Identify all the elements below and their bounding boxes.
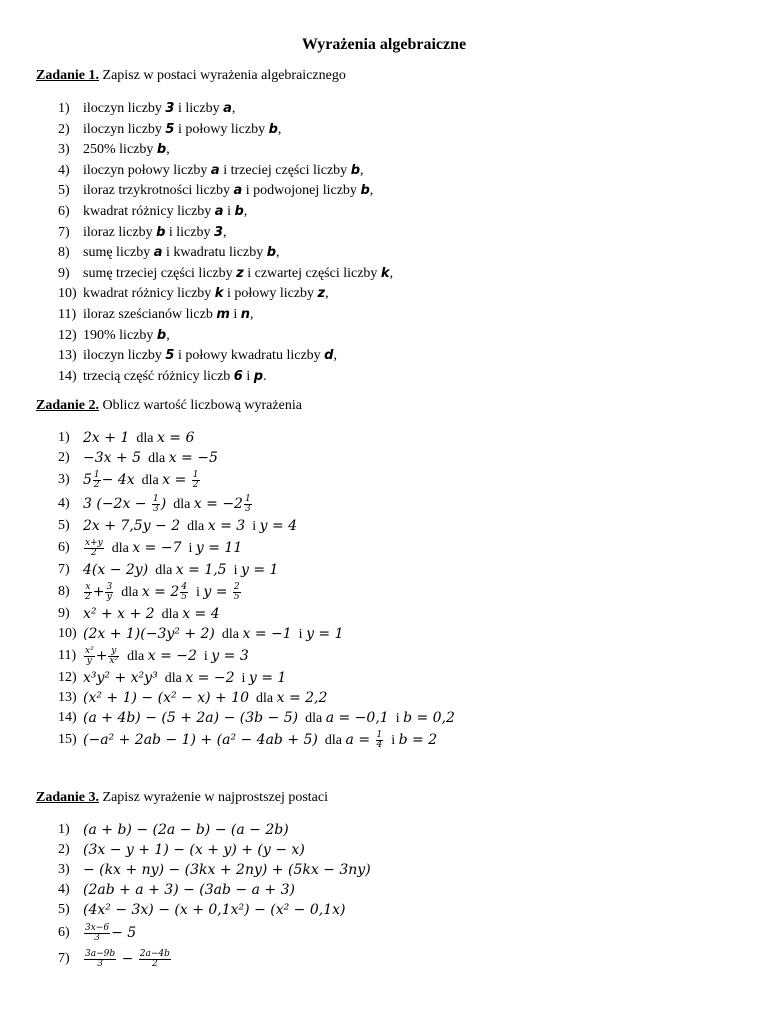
fraction: [180, 583, 188, 602]
math-expression: ): [160, 496, 167, 512]
list-item: [60, 264, 393, 285]
math-expression: (2ab + a + 3) − (3ab − a + 3): [83, 882, 295, 898]
list-item: [60, 202, 393, 223]
item-number: 11): [58, 306, 77, 322]
item-text: dla: [104, 541, 133, 556]
fraction-numerator: 1: [376, 730, 383, 741]
list-item: [60, 181, 393, 202]
item-number: 4): [58, 496, 70, 511]
fraction-numerator: 1: [152, 494, 159, 505]
fraction: [139, 950, 171, 969]
math-expression: 2x + 7,5y − 2: [83, 518, 181, 534]
math-expression: x = −2: [193, 496, 243, 512]
fraction-numerator: x²: [85, 646, 94, 657]
item-text: i: [388, 711, 404, 726]
item-text: i: [229, 306, 241, 322]
fraction: [84, 583, 92, 602]
list-item: [60, 120, 393, 141]
variable: b: [234, 203, 244, 219]
item-text: dla: [120, 649, 148, 664]
item-number: 6): [58, 925, 70, 940]
math-expression: x = 4: [182, 606, 220, 622]
math-expression: x² + x + 2: [83, 606, 155, 622]
item-number: 10): [58, 626, 77, 641]
item-text: dla: [249, 691, 277, 706]
item-text: i połowy liczby: [223, 286, 318, 302]
variable: a: [214, 203, 224, 219]
list-item: [60, 243, 393, 264]
item-number: 1): [58, 101, 70, 116]
item-text: dla: [180, 519, 208, 534]
fraction-numerator: 2: [233, 582, 240, 593]
fraction-denominator: y: [106, 592, 112, 603]
math-expression: (a + b) − (2a − b) − (a − 2b): [83, 822, 289, 838]
item-text: i kwadratu liczby: [162, 245, 267, 261]
item-number: 11): [58, 648, 77, 663]
fraction-numerator: 3x−6: [85, 923, 110, 934]
math-expression: x = −2: [147, 648, 197, 664]
math-expression: − 5: [111, 925, 137, 941]
list-item: [60, 668, 455, 688]
item-text: ,: [333, 348, 337, 364]
variable: a: [153, 245, 163, 261]
variable: 3: [165, 101, 175, 116]
variable: 5: [165, 348, 175, 364]
math-expression: (a + 4b) − (5 + 2a) − (3b − 5): [83, 710, 299, 726]
variable: n: [240, 306, 251, 322]
variable: b: [156, 327, 167, 343]
list-item: [60, 644, 455, 668]
item-text: i: [223, 203, 235, 219]
item-text: i trzeciej części liczby: [219, 162, 351, 178]
item-text: ,: [223, 224, 227, 240]
list-item: [60, 860, 371, 880]
item-text: i: [196, 649, 212, 664]
variable: a: [210, 162, 220, 178]
fraction-numerator: 1: [93, 470, 100, 481]
item-text: dla: [148, 563, 176, 578]
list-item: [60, 560, 455, 580]
fraction-denominator: 2: [192, 480, 199, 491]
list-item: [60, 728, 455, 752]
math-expression: (3x − y + 1) − (x + y) + (y − x): [83, 842, 305, 858]
item-text: i: [384, 733, 399, 748]
item-text: iloraz trzykrotności liczby: [83, 183, 234, 199]
math-expression: y = 1: [306, 626, 344, 642]
item-text: ,: [325, 286, 329, 302]
fraction: [152, 495, 160, 514]
item-text: i liczby: [165, 224, 214, 240]
list-item: [60, 428, 455, 448]
item-text: ,: [360, 162, 364, 178]
item-number: 9): [58, 606, 70, 621]
item-number: 7): [58, 951, 70, 966]
item-text: sumę liczby: [83, 245, 154, 261]
math-expression: (x² + 1) − (x² − x) + 10: [83, 690, 250, 706]
item-text: dla: [214, 627, 243, 642]
item-number: 6): [58, 540, 70, 555]
item-text: dla: [157, 671, 186, 686]
list-item: [60, 161, 393, 182]
list-item: [60, 492, 455, 516]
variable: b: [266, 245, 277, 261]
item-text: dla: [134, 473, 163, 488]
item-text: dla: [298, 711, 326, 726]
list-item: [60, 284, 393, 305]
fraction: [244, 495, 252, 514]
item-text: i: [234, 671, 249, 686]
list-item: [60, 346, 393, 367]
fraction: [108, 647, 119, 666]
fraction-denominator: 2: [151, 959, 158, 970]
math-expression: a =: [345, 732, 375, 748]
page-title: Wyrażenia algebraiczne: [301, 36, 467, 53]
item-text: .: [263, 368, 267, 384]
fraction-numerator: 3: [106, 582, 113, 593]
item-number: 5): [58, 518, 70, 533]
item-text: iloczyn połowy liczby: [83, 162, 211, 178]
variable: p: [253, 368, 264, 384]
item-number: 10): [58, 286, 77, 302]
list-item: [60, 920, 371, 946]
item-text: ,: [250, 306, 254, 322]
task-3-heading: [36, 790, 328, 806]
list-item: [60, 900, 371, 920]
math-expression: 4(x − 2y): [83, 562, 149, 578]
item-number: 14): [58, 368, 77, 384]
math-expression: x = 2: [141, 584, 180, 600]
item-number: 2): [58, 450, 70, 465]
math-expression: y = 1: [240, 562, 279, 578]
task-2-label: Zadanie 2.: [36, 398, 100, 413]
item-text: ,: [166, 327, 170, 343]
math-expression: +: [95, 648, 108, 664]
item-number: 3): [58, 472, 70, 487]
fraction-denominator: 3: [97, 959, 103, 970]
list-item: [60, 223, 393, 244]
math-expression: a = −0,1: [325, 710, 389, 726]
item-number: 9): [58, 265, 70, 281]
task-3-label: Zadanie 3.: [36, 790, 100, 805]
math-expression: b = 0,2: [403, 710, 455, 726]
task-1-instruction: Zapisz w postaci wyrażenia algebraicznego: [102, 68, 346, 83]
variable: b: [156, 224, 166, 240]
list-item: [60, 880, 371, 900]
list-item: [60, 946, 371, 972]
list-item: [60, 448, 455, 468]
math-expression: y = 3: [211, 648, 249, 664]
task-2-list: [60, 428, 455, 752]
fraction-denominator: 2: [93, 480, 100, 491]
list-item: [60, 604, 455, 624]
item-number: 2): [58, 842, 70, 857]
item-text: i: [291, 627, 307, 642]
fraction-denominator: 5: [181, 592, 187, 603]
math-expression: x = 3: [207, 518, 246, 534]
fraction-denominator: 3: [244, 504, 251, 515]
fraction: [84, 950, 116, 969]
task-3-instruction: Zapisz wyrażenie w najprostszej postaci: [102, 790, 328, 805]
math-expression: y =: [203, 584, 232, 600]
math-expression: y = 11: [195, 540, 243, 556]
item-text: dla: [317, 733, 346, 748]
math-expression: 5: [83, 472, 92, 488]
math-expression: x = 2,2: [276, 690, 328, 706]
item-text: i czwartej części liczby: [243, 265, 381, 281]
list-item: [60, 140, 393, 161]
math-expression: b = 2: [398, 732, 438, 748]
item-text: dla: [166, 497, 194, 512]
task-3-list: [60, 820, 371, 972]
list-item: [60, 688, 455, 708]
list-item: [60, 820, 371, 840]
fraction-denominator: 2: [85, 592, 91, 603]
fraction-denominator: y: [86, 656, 92, 667]
item-text: ,: [389, 265, 394, 281]
fraction-numerator: y: [108, 647, 119, 657]
list-item: [60, 326, 393, 347]
task-2-instruction: Oblicz wartość liczbową wyrażenia: [102, 398, 302, 413]
fraction-denominator: 2: [90, 548, 97, 559]
item-number: 7): [58, 562, 70, 577]
math-expression: y = 4: [259, 518, 298, 534]
item-text: kwadrat różnicy liczby: [83, 203, 215, 219]
item-text: iloraz sześcianów liczb: [83, 306, 217, 322]
item-text: i: [226, 563, 241, 578]
item-text: i: [242, 368, 254, 384]
math-expression: − 4x: [101, 472, 135, 488]
item-number: 8): [58, 245, 70, 261]
list-item: [60, 516, 455, 536]
item-text: kwadrat różnicy liczby: [83, 286, 215, 302]
item-text: ,: [231, 101, 236, 116]
fraction: [84, 539, 104, 558]
fraction-numerator: x: [85, 582, 91, 593]
item-number: 3): [58, 862, 70, 877]
item-text: i: [245, 519, 260, 534]
fraction: [93, 471, 101, 490]
item-number: 3): [58, 142, 70, 158]
fraction: [192, 471, 200, 490]
math-expression: 2x + 1: [83, 430, 130, 446]
variable: 5: [165, 121, 175, 137]
variable: b: [350, 162, 360, 178]
item-number: 6): [58, 203, 70, 219]
item-text: dla: [154, 607, 183, 622]
fraction-numerator: x+y: [85, 538, 103, 549]
fraction-denominator: 5: [233, 592, 240, 603]
fraction-numerator: 2a−4b: [139, 949, 170, 960]
math-expression: x³y² + x²y³: [83, 670, 158, 686]
item-text: iloczyn liczby: [83, 101, 166, 116]
variable: a: [233, 183, 243, 199]
math-expression: y = 1: [248, 670, 287, 686]
item-number: 13): [58, 348, 77, 364]
item-text: i podwojonej liczby: [242, 183, 361, 199]
item-number: 8): [58, 584, 70, 599]
math-expression: −3x + 5: [83, 450, 142, 466]
variable: 6: [233, 368, 243, 384]
variable: b: [156, 142, 167, 158]
fraction-numerator: 4: [181, 582, 187, 593]
variable: 3: [214, 224, 224, 240]
task-1-label: Zadanie 1.: [36, 68, 100, 83]
math-expression: +: [92, 584, 105, 600]
item-number: 2): [58, 121, 70, 137]
list-item: [60, 624, 455, 644]
fraction-denominator: 3: [94, 933, 100, 944]
item-text: iloraz liczby: [83, 224, 157, 240]
item-number: 1): [58, 430, 70, 445]
math-expression: x =: [162, 472, 191, 488]
task-1-list: [60, 99, 393, 387]
item-text: i liczby: [174, 101, 224, 116]
item-number: 5): [58, 902, 70, 917]
fraction: [233, 583, 241, 602]
variable: a: [223, 101, 232, 116]
variable: b: [360, 183, 370, 199]
item-number: 4): [58, 882, 70, 897]
item-text: i: [188, 585, 204, 600]
item-text: 250% liczby: [83, 142, 157, 158]
math-expression: − (kx + ny) − (3kx + 2ny) + (5kx − 3ny): [83, 862, 371, 878]
fraction-denominator: x²: [109, 656, 119, 667]
item-number: 12): [58, 327, 77, 343]
math-expression: −: [117, 951, 138, 967]
item-number: 1): [58, 822, 70, 837]
variable: m: [216, 306, 230, 322]
math-expression: (−a² + 2ab − 1) + (a² − 4ab + 5): [83, 732, 318, 748]
item-text: ,: [276, 245, 280, 261]
math-expression: x = −1: [242, 626, 292, 642]
list-item: [60, 580, 455, 604]
variable: b: [268, 121, 278, 137]
list-item: [60, 305, 393, 326]
fraction: [376, 731, 384, 750]
item-number: 5): [58, 183, 70, 199]
fraction-denominator: 4: [376, 740, 383, 751]
item-text: iloczyn liczby: [83, 348, 166, 364]
fraction-numerator: 1: [244, 494, 251, 505]
math-expression: x = 6: [156, 430, 195, 446]
variable: z: [317, 286, 326, 302]
list-item: [60, 536, 455, 560]
item-text: iloczyn liczby: [83, 121, 166, 137]
fraction-numerator: 3a−9b: [85, 949, 116, 960]
item-text: dla: [129, 431, 157, 446]
list-item: [60, 708, 455, 728]
variable: z: [236, 265, 244, 281]
task-2-heading: [36, 398, 302, 414]
fraction-numerator: 1: [192, 470, 199, 481]
math-expression: 3 (−2x −: [83, 496, 151, 512]
item-text: ,: [277, 121, 282, 137]
item-number: 14): [58, 710, 77, 725]
item-text: ,: [166, 142, 170, 158]
item-text: dla: [114, 585, 142, 600]
item-text: i: [181, 541, 196, 556]
list-item: [60, 99, 393, 120]
fraction: [84, 647, 95, 666]
math-expression: x = −7: [132, 540, 182, 556]
math-expression: x = 1,5: [175, 562, 227, 578]
task-1-heading: [36, 68, 346, 84]
math-expression: x = −5: [168, 450, 218, 466]
item-text: 190% liczby: [83, 327, 157, 343]
item-number: 7): [58, 224, 70, 240]
math-expression: x = −2: [185, 670, 235, 686]
item-number: 13): [58, 690, 77, 705]
item-text: ,: [243, 203, 248, 219]
item-text: i połowy liczby: [174, 121, 269, 137]
fraction: [105, 583, 113, 602]
item-text: i połowy kwadratu liczby: [174, 348, 325, 364]
item-text: ,: [369, 183, 374, 199]
fraction-denominator: 3: [152, 504, 159, 515]
variable: k: [214, 286, 224, 302]
item-text: trzecią część różnicy liczb: [83, 368, 234, 384]
item-number: 4): [58, 162, 70, 178]
item-text: dla: [141, 451, 169, 466]
item-text: sumę trzeciej części liczby: [83, 265, 237, 281]
list-item: [60, 468, 455, 492]
fraction: [84, 924, 110, 943]
variable: d: [324, 348, 334, 364]
math-expression: (4x² − 3x) − (x + 0,1x²) − (x² − 0,1x): [83, 902, 346, 918]
math-expression: (2x + 1)(−3y² + 2): [83, 626, 215, 642]
list-item: [60, 840, 371, 860]
list-item: [60, 367, 393, 388]
variable: k: [380, 265, 390, 281]
item-number: 12): [58, 670, 77, 685]
item-number: 15): [58, 732, 77, 747]
